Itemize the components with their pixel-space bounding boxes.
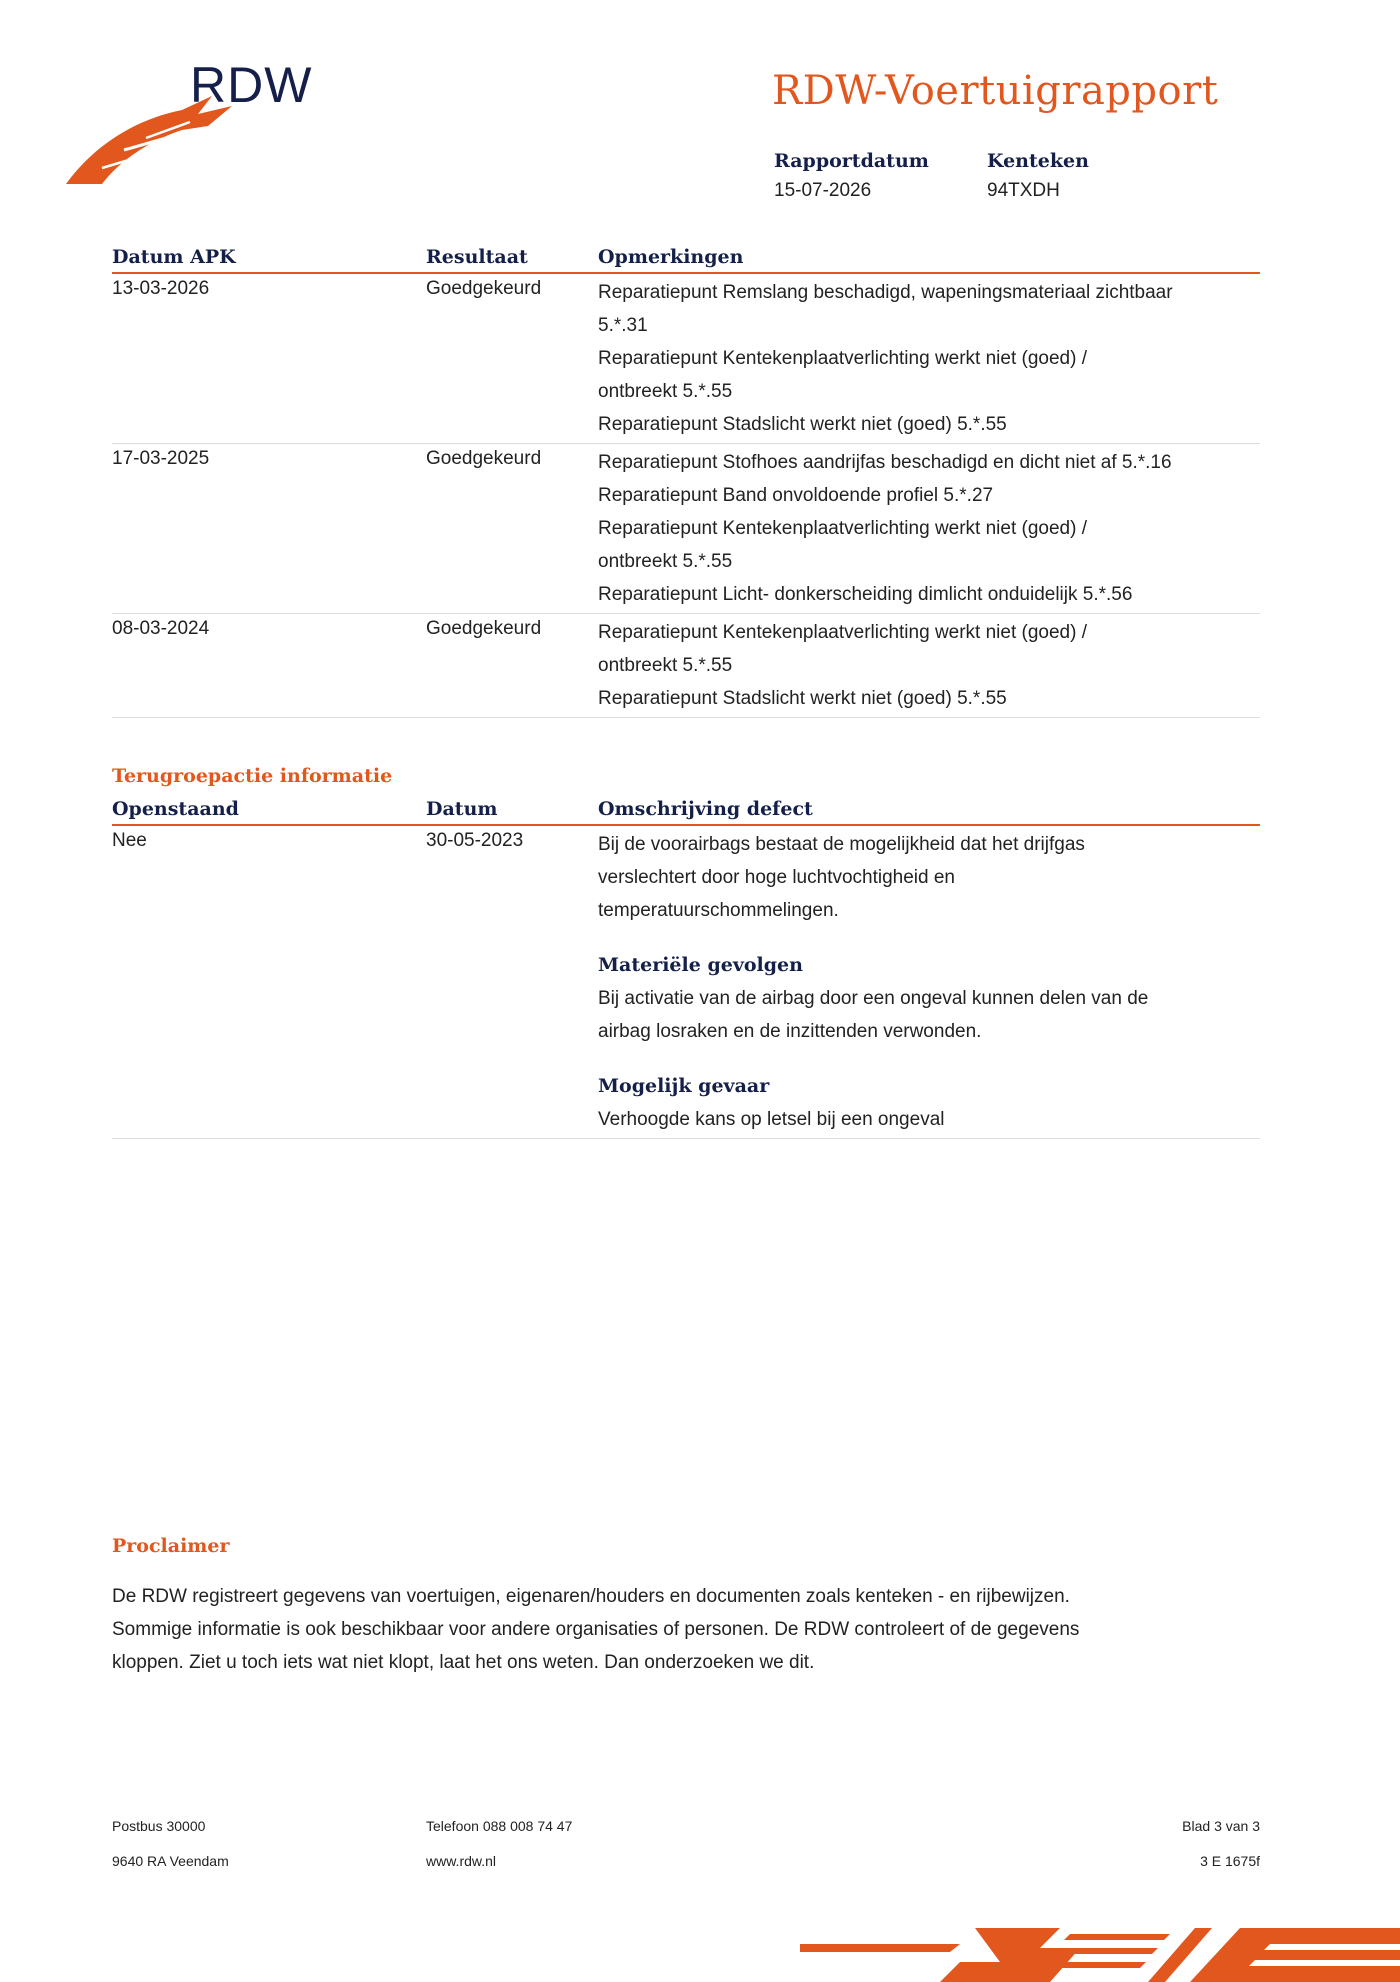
report-date-label: Rapportdatum (774, 150, 929, 172)
apk-header-date: Datum APK (112, 246, 236, 268)
apk-header-remarks: Opmerkingen (598, 246, 744, 268)
consequences-line: Bij activatie van de airbag door een ongeval kunnen delen van de (598, 988, 1149, 1009)
apk-remarks (598, 616, 1260, 715)
apk-header-result: Resultaat (426, 246, 528, 268)
remark-line: Reparatiepunt Kentekenplaatverlichting werkt niet (goed) / (598, 348, 1088, 369)
remark-line: ontbreekt 5.*.55 (598, 655, 733, 676)
apk-date: 17-03-2025 (112, 448, 210, 469)
proclaimer-title: Proclaimer (112, 1535, 230, 1557)
apk-result: Goedgekeurd (426, 278, 542, 299)
danger-title: Mogelijk gevaar (598, 1075, 770, 1097)
recall-header-open: Openstaand (112, 798, 239, 820)
remark-line: Reparatiepunt Band onvoldoende profiel 5.*.27 (598, 485, 994, 506)
plate-value: 94TXDH (987, 180, 1060, 201)
table-row (112, 826, 1260, 1139)
proclaimer-text (112, 1580, 1262, 1679)
remark-line: Reparatiepunt Remslang beschadigd, wapeningsmateriaal zichtbaar (598, 282, 1173, 303)
table-row (112, 444, 1260, 614)
remark-line: ontbreekt 5.*.55 (598, 381, 733, 402)
recall-table (112, 794, 1260, 1139)
description-line: temperatuurschommelingen. (598, 900, 839, 921)
plate-block (987, 150, 1089, 202)
footer-web[interactable]: www.rdw.nl (426, 1853, 497, 1869)
remark-line: Reparatiepunt Kentekenplaatverlichting werkt niet (goed) / (598, 518, 1088, 539)
footer-postbus: Postbus 30000 (112, 1818, 206, 1834)
remark-line: Reparatiepunt Stofhoes aandrijfas beschadigd en dicht niet af 5.*.16 (598, 452, 1172, 473)
report-date-value: 15-07-2026 (774, 180, 872, 201)
footer-city: 9640 RA Veendam (112, 1853, 229, 1869)
apk-result: Goedgekeurd (426, 448, 542, 469)
recall-section-title: Terugroepactie informatie (112, 765, 393, 787)
recall-open: Nee (112, 830, 147, 851)
apk-table-header (112, 242, 1260, 274)
footer-page-number: Blad 3 van 3 (1182, 1818, 1260, 1834)
recall-table-header (112, 794, 1260, 826)
proclaimer-line: Sommige informatie is ook beschikbaar voor andere organisaties of personen. De RDW controleert of de gegevens (112, 1619, 1080, 1640)
recall-description (598, 828, 1260, 1136)
apk-result: Goedgekeurd (426, 618, 542, 639)
orange-stripes-decoration-icon (800, 1922, 1400, 1982)
footer-doc-code: 3 E 1675f (1200, 1853, 1260, 1869)
description-line: verslechtert door hoge luchtvochtigheid en (598, 867, 956, 888)
apk-table (112, 242, 1260, 718)
remark-line: Reparatiepunt Kentekenplaatverlichting werkt niet (goed) / (598, 622, 1088, 643)
danger-line: Verhoogde kans op letsel bij een ongeval (598, 1109, 945, 1130)
report-date-block (774, 150, 929, 202)
description-line: Bij de voorairbags bestaat de mogelijkheid dat het drijfgas (598, 834, 1085, 855)
plate-label: Kenteken (987, 150, 1089, 172)
apk-remarks (598, 276, 1260, 441)
remark-line: Reparatiepunt Licht- donkerscheiding dimlicht onduidelijk 5.*.56 (598, 584, 1133, 605)
remark-line: 5.*.31 (598, 315, 648, 336)
consequences-line: airbag losraken en de inzittenden verwonden. (598, 1021, 982, 1042)
table-row (112, 274, 1260, 444)
recall-header-description: Omschrijving defect (598, 798, 813, 820)
apk-remarks (598, 446, 1260, 611)
document-title: RDW-Voertuigrapport (772, 68, 1219, 114)
remark-line: Reparatiepunt Stadslicht werkt niet (goed) 5.*.55 (598, 688, 1007, 709)
footer-phone: Telefoon 088 008 74 47 (426, 1818, 573, 1834)
proclaimer-line: De RDW registreert gegevens van voertuigen, eigenaren/houders en documenten zoals kenteken - en rijbewijzen. (112, 1586, 1070, 1607)
remark-line: Reparatiepunt Stadslicht werkt niet (goed) 5.*.55 (598, 414, 1007, 435)
apk-date: 08-03-2024 (112, 618, 210, 639)
recall-header-date: Datum (426, 798, 498, 820)
apk-date: 13-03-2026 (112, 278, 210, 299)
table-row (112, 614, 1260, 718)
recall-date: 30-05-2023 (426, 830, 524, 851)
proclaimer-line: kloppen. Ziet u toch iets wat niet klopt, laat het ons weten. Dan onderzoeken we dit. (112, 1652, 815, 1673)
consequences-title: Materiële gevolgen (598, 954, 803, 976)
remark-line: ontbreekt 5.*.55 (598, 551, 733, 572)
brand-name: RDW (190, 57, 313, 113)
